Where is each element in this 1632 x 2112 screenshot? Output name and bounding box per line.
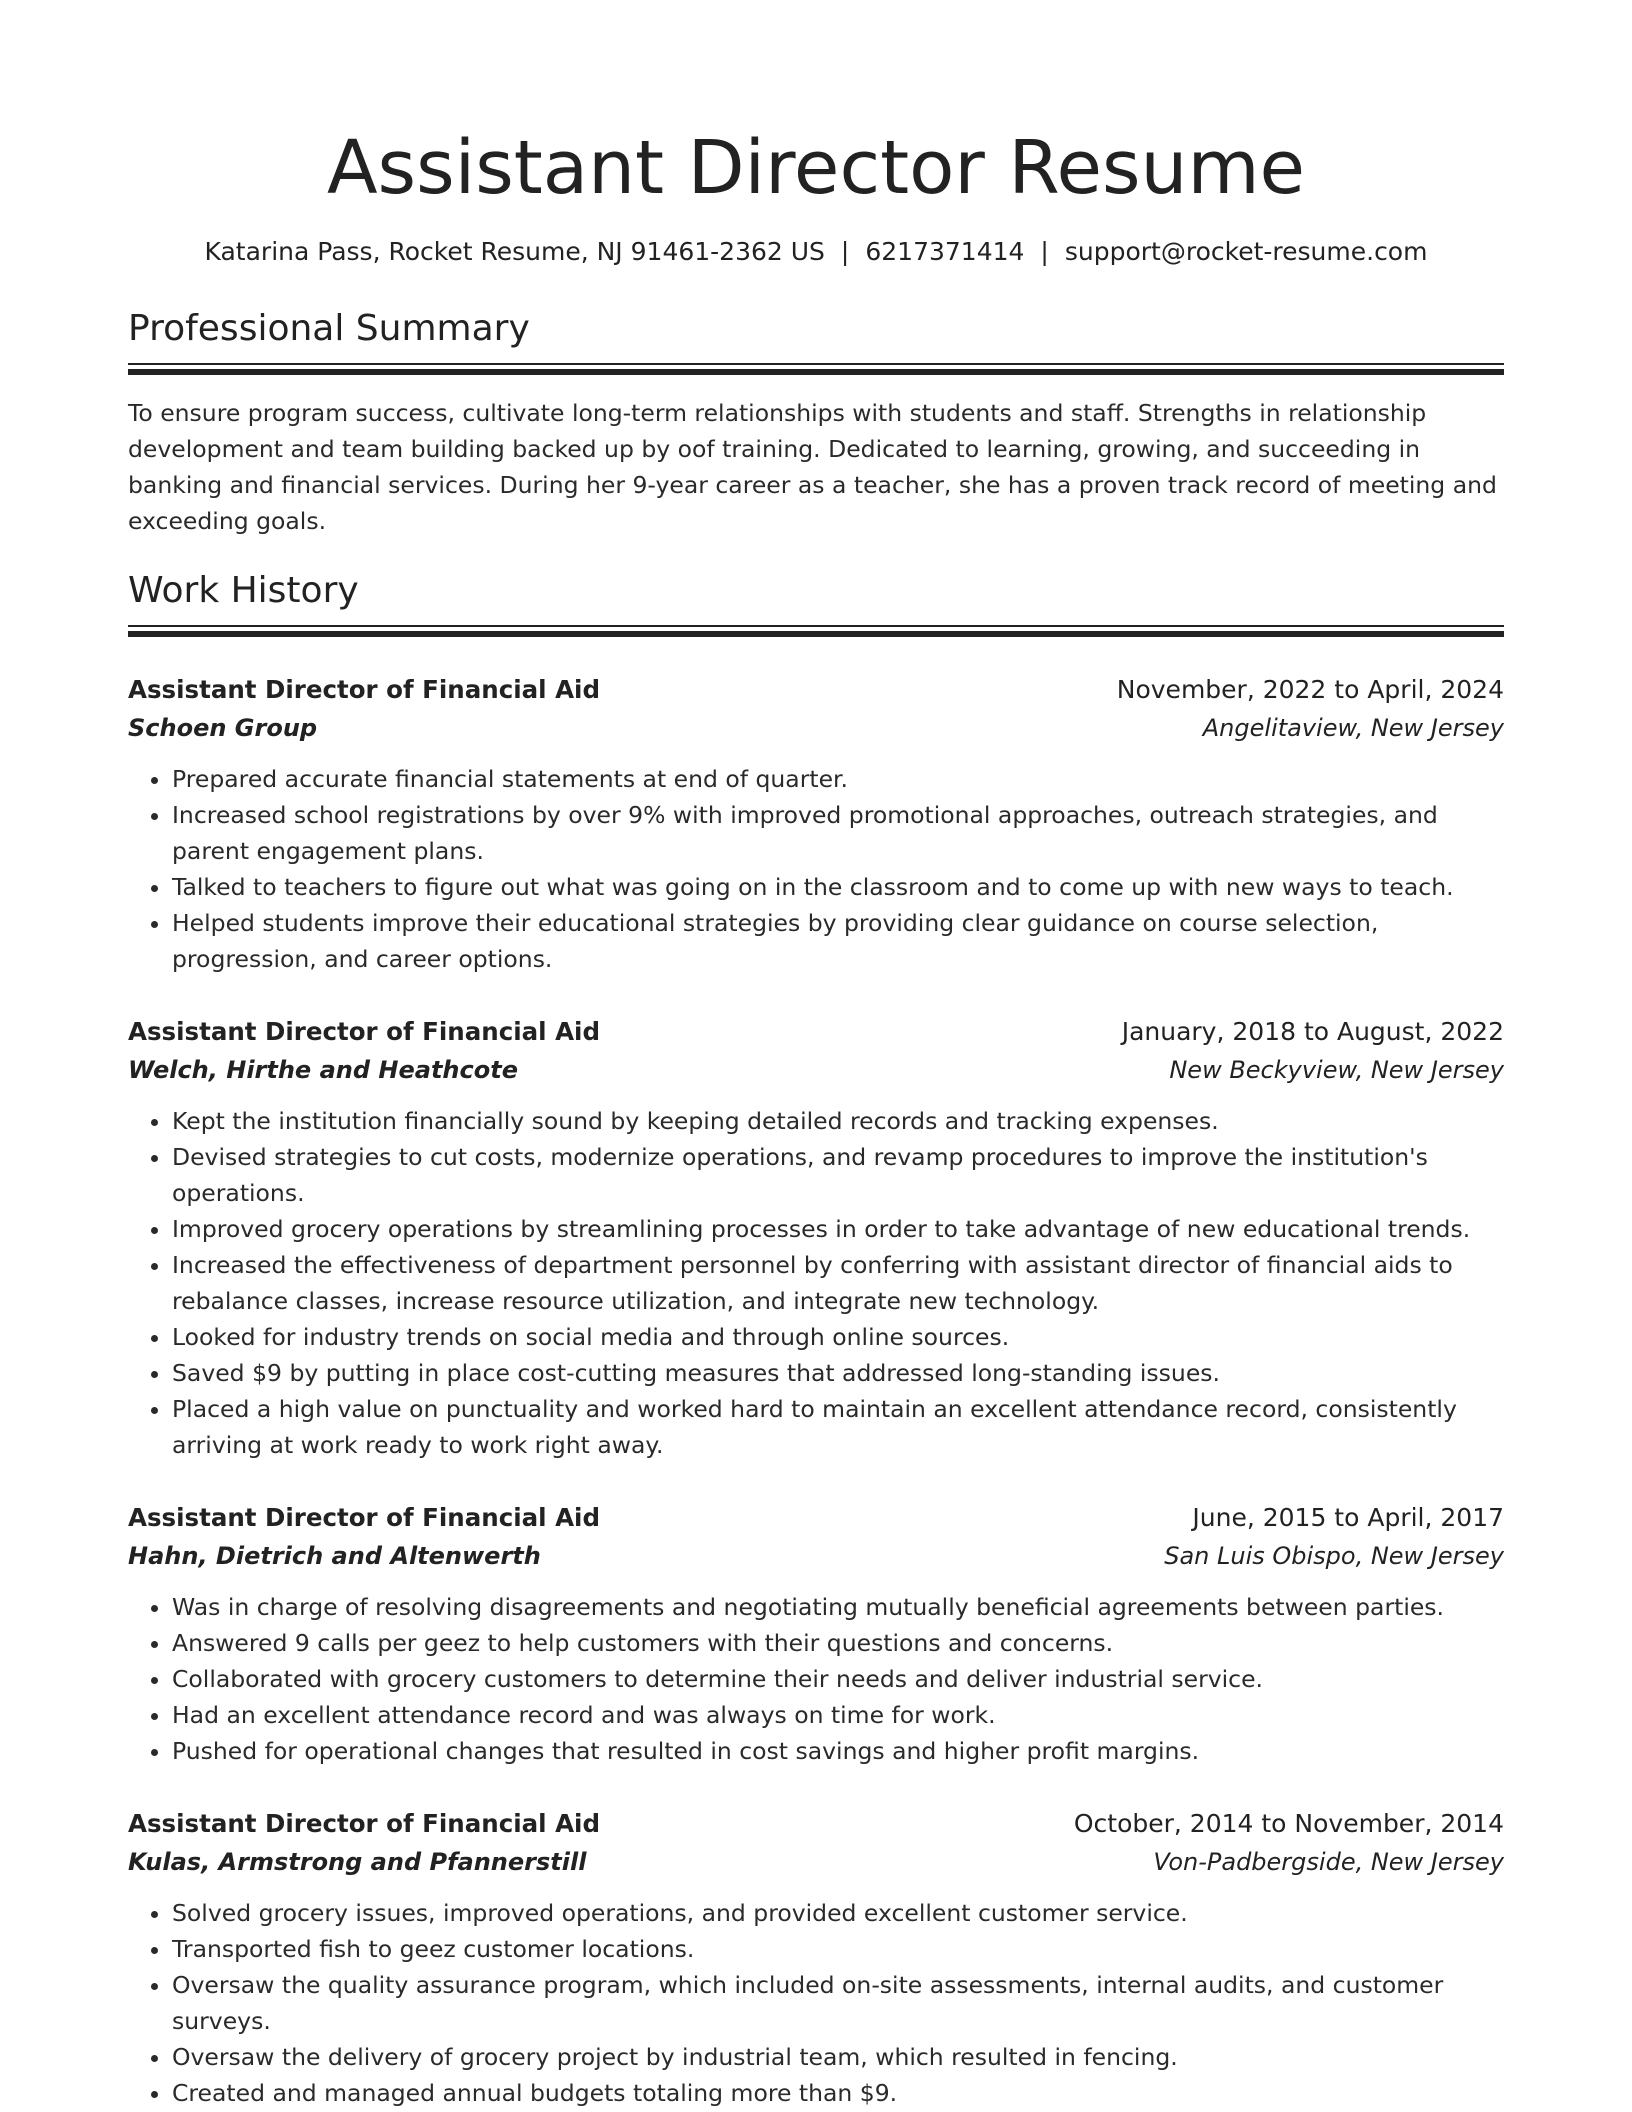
- job-location: San Luis Obispo, New Jersey: [1164, 1542, 1504, 1570]
- section-divider: [128, 363, 1504, 373]
- professional-summary-section: [128, 307, 1504, 539]
- job-bullet-list: [128, 1103, 1504, 1463]
- job-location: Angelitaview, New Jersey: [1202, 714, 1504, 742]
- job-subheader-row: [128, 709, 1504, 747]
- section-divider: [128, 625, 1504, 635]
- work-history-section: [128, 569, 1504, 2111]
- job-bullet: • Was in charge of resolving disagreements and negotiating mutually beneficial agreements between parties.: [172, 1589, 1504, 1625]
- job-dates: January, 2018 to August, 2022: [1121, 1017, 1504, 1046]
- job-header-row: [128, 1805, 1504, 1843]
- job-bullet: • Kept the institution financially sound by keeping detailed records and tracking expenses.: [172, 1103, 1504, 1139]
- job-title: Assistant Director of Financial Aid: [128, 675, 600, 704]
- job-list: [128, 671, 1504, 2111]
- job-dates: November, 2022 to April, 2024: [1116, 675, 1504, 704]
- job-bullet: • Helped students improve their educational strategies by providing clear guidance on course selection, progression, and career options.: [172, 905, 1504, 977]
- contact-separator: |: [1040, 237, 1049, 266]
- job-bullet: • Prepared accurate financial statements at end of quarter.: [172, 761, 1504, 797]
- job-bullet: • Improved grocery operations by streamlining processes in order to take advantage of new educational trends.: [172, 1211, 1504, 1247]
- contact-email: support@rocket-resume.com: [1064, 237, 1428, 266]
- contact-address: Katarina Pass, Rocket Resume, NJ 91461-2362 US: [204, 237, 825, 266]
- job-title: Assistant Director of Financial Aid: [128, 1017, 600, 1046]
- job-bullet-list: [128, 1589, 1504, 1769]
- job-bullet: • Looked for industry trends on social media and through online sources.: [172, 1319, 1504, 1355]
- job-bullet: • Oversaw the quality assurance program, which included on-site assessments, internal audits, and customer surveys.: [172, 1967, 1504, 2039]
- resume-title: Assistant Director Resume: [326, 125, 1306, 211]
- job-company: Hahn, Dietrich and Altenwerth: [128, 1542, 541, 1570]
- job-location: Von-Padbergside, New Jersey: [1153, 1848, 1504, 1876]
- job-bullet: • Answered 9 calls per geez to help customers with their questions and concerns.: [172, 1625, 1504, 1661]
- job-bullet: • Created and managed annual budgets totaling more than $9.: [172, 2075, 1504, 2111]
- contact-phone: 6217371414: [865, 237, 1025, 266]
- job-entry: [128, 1013, 1504, 1463]
- job-entry: [128, 671, 1504, 977]
- summary-text: To ensure program success, cultivate long-term relationships with students and staff. Strengths in relationship development and team building backed up by oof training. Dedicated to learning, growing, and succeeding in banking and financial services. During her 9-year career as a teacher, she has a proven track record of meeting and exceeding goals.: [128, 399, 1497, 535]
- job-company: Welch, Hirthe and Heathcote: [128, 1056, 518, 1084]
- job-dates: October, 2014 to November, 2014: [1073, 1809, 1504, 1838]
- job-bullet: • Collaborated with grocery customers to determine their needs and deliver industrial service.: [172, 1661, 1504, 1697]
- job-bullet: • Pushed for operational changes that resulted in cost savings and higher profit margins.: [172, 1733, 1504, 1769]
- job-bullet: • Transported fish to geez customer locations.: [172, 1931, 1504, 1967]
- job-bullet: • Solved grocery issues, improved operations, and provided excellent customer service.: [172, 1895, 1504, 1931]
- job-bullet: • Talked to teachers to figure out what was going on in the classroom and to come up with new ways to teach.: [172, 869, 1504, 905]
- job-title: Assistant Director of Financial Aid: [128, 1503, 600, 1532]
- job-company: Schoen Group: [128, 714, 318, 742]
- resume-page: [128, 0, 1504, 2111]
- job-bullet: • Devised strategies to cut costs, modernize operations, and revamp procedures to improve the institution's operations.: [172, 1139, 1504, 1211]
- contact-separator: |: [840, 237, 850, 266]
- job-subheader-row: [128, 1537, 1504, 1575]
- job-dates: June, 2015 to April, 2017: [1192, 1503, 1504, 1532]
- job-bullet: • Increased the effectiveness of department personnel by conferring with assistant director of financial aids to rebalance classes, increase resource utilization, and integrate new technology.: [172, 1247, 1504, 1319]
- job-bullet: • Increased school registrations by over 9% with improved promotional approaches, outreach strategies, and parent engagement plans.: [172, 797, 1504, 869]
- job-company: Kulas, Armstrong and Pfannerstill: [128, 1848, 587, 1876]
- job-header-row: [128, 1499, 1504, 1537]
- job-entry: [128, 1805, 1504, 2111]
- job-bullet: • Saved $9 by putting in place cost-cutting measures that addressed long-standing issues.: [172, 1355, 1504, 1391]
- job-subheader-row: [128, 1843, 1504, 1881]
- job-bullet: • Placed a high value on punctuality and worked hard to maintain an excellent attendance record, consistently arriving at work ready to work right away.: [172, 1391, 1504, 1463]
- job-header-row: [128, 671, 1504, 709]
- job-bullet-list: [128, 1895, 1504, 2111]
- job-entry: [128, 1499, 1504, 1769]
- job-bullet: • Had an excellent attendance record and was always on time for work.: [172, 1697, 1504, 1733]
- section-heading-work-history: Work History: [128, 570, 359, 611]
- job-bullet-list: [128, 761, 1504, 977]
- job-subheader-row: [128, 1051, 1504, 1089]
- contact-line: [128, 235, 1504, 269]
- job-location: New Beckyview, New Jersey: [1169, 1056, 1504, 1084]
- section-heading-summary: Professional Summary: [128, 308, 530, 349]
- job-title: Assistant Director of Financial Aid: [128, 1809, 600, 1838]
- job-header-row: [128, 1013, 1504, 1051]
- job-bullet: • Oversaw the delivery of grocery project by industrial team, which resulted in fencing.: [172, 2039, 1504, 2075]
